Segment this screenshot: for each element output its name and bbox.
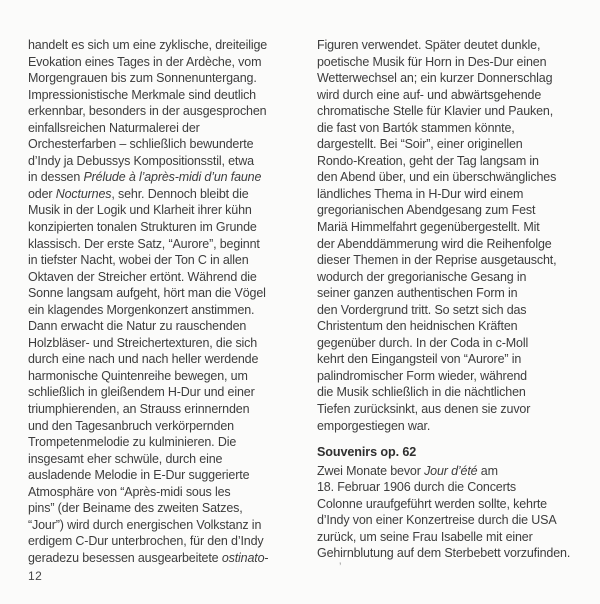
text-line: den Vordergrund tritt. So setzt sich das [317, 302, 527, 317]
text-line: Atmosphäre von “Après-midi sous les [28, 484, 231, 499]
text-line: klassisch. Der erste Satz, “Aurore”, beginnt [28, 236, 260, 251]
text-line: ein klagendes Morgenkonzert anstimmen. [28, 302, 255, 317]
text-line: Figuren verwendet. Später deutet dunkle, [317, 38, 541, 52]
text-line: ausladende Melodie in E-Dur suggerierte [28, 468, 250, 483]
text-line: d’Indy ja Debussys Kompositionsstil, etwa [28, 153, 254, 168]
text-line: dieser Themen in der Reprise ausgetauscht, [317, 253, 557, 268]
text-line: Orchesterfarben – schließlich bewunderte [28, 137, 254, 152]
text-line: 18. Februar 1906 durch die Concerts [317, 480, 517, 495]
text-line: Dann erwacht die Natur zu rauschenden [28, 319, 247, 334]
text-line: zurück, um seine Frau Isabelle mit einer [317, 529, 533, 544]
text-line: die Musik schließlich in die nächtlichen [317, 385, 526, 400]
text-line: Impressionistische Merkmale sind deutlich [28, 87, 256, 102]
text-line: Gehirnblutung auf dem Sterbebett vorzufinden. [317, 546, 571, 561]
text-line: Zwei Monate bevor Jour d’été am [317, 463, 498, 478]
text-line: Morgengrauen bis zum Sonnenuntergang. [28, 71, 257, 86]
text-line: palindromischer Form wieder, während [317, 368, 527, 383]
text-line: den Abend über, und ein überschwängliches [317, 170, 557, 185]
text-line: handelt es sich um eine zyklische, dreiteilige [28, 38, 268, 52]
text-line: ländliches Thema in H-Dur wird einem [317, 186, 524, 201]
text-line: Christentum den heidnischen Kräften [317, 319, 518, 334]
text-line: schließlich in gleißendem H-Dur und einer [28, 385, 255, 400]
text-line: seiner ganzen authentischen Form in [317, 286, 518, 301]
text-line: Colonne uraufgeführt werden sollte, kehrte [317, 496, 547, 511]
text-line: in tiefster Nacht, wobei der Ton C in allen [28, 253, 249, 268]
text-line: wird durch eine auf- und abwärtsgehende [317, 87, 542, 102]
text-line: triumphierenden, an Strauss erinnernden [28, 402, 250, 417]
text-line: und den Tagesanbruch verkörpernden [28, 418, 234, 433]
text-line: wodurch der gregorianische Gesang in [317, 269, 527, 284]
text-line: Evokation eines Tages in der Ardèche, vom [28, 54, 262, 69]
page-number: 12 [28, 569, 43, 583]
right-column [317, 37, 595, 562]
text-line: poetische Musik für Horn in Des-Dur einen [317, 54, 547, 69]
left-column [28, 37, 298, 567]
text-line: konzipierten tonalen Strukturen im Grunde [28, 220, 257, 235]
text-line: oder Nocturnes, sehr. Dennoch bleibt die [28, 186, 249, 201]
text-line: Sonne langsam aufgeht, hört man die Vögel [28, 286, 266, 301]
text-line: erkennbar, besonders in der ausgesprochen [28, 104, 267, 119]
text-line: chromatische Stelle für Klavier und Pauken, [317, 104, 554, 119]
text-line: Rondo-Kreation, geht der Tag langsam in [317, 153, 539, 168]
text-line: geradezu besessen ausgearbeitete ostinato- [28, 550, 269, 565]
text-line: “Jour”) wird durch energischen Volkstanz in [28, 517, 262, 532]
text-line: Trompetenmelodie zu kulminieren. Die [28, 435, 237, 450]
text-line: harmonische Quintenreihe bewegen, um [28, 368, 248, 383]
text-line: der Abenddämmerung wird die Reihenfolge [317, 236, 552, 251]
text-line: gegenüber durch. In der Coda in c-Moll [317, 335, 529, 350]
text-line: durch eine nach und nach heller werdende [28, 352, 259, 367]
text-line: dargestellt. Bei “Soir”, einer originellen [317, 137, 523, 152]
text-line: pins” (der Beiname des zweiten Satzes, [28, 501, 243, 516]
text-line: Tiefen zurücksinkt, aus denen sie zuvor [317, 402, 531, 417]
text-line: insgesamt eher schwüle, durch eine [28, 451, 223, 466]
text-line: Wetterwechsel an; ein kurzer Donnerschlag [317, 71, 553, 86]
text-line: Mariä Himmelfahrt gegenübergestellt. Mit [317, 220, 540, 235]
text-line: d’Indy von einer Konzertreise durch die USA [317, 513, 557, 528]
section-heading: Souvenirs op. 62 [317, 445, 417, 460]
text-line: Oktaven der Streicher ertönt. Während die [28, 269, 257, 284]
right-paragraph-1 [317, 37, 595, 434]
text-line: kehrt den Eingangsteil von “Aurore” in [317, 352, 522, 367]
text-line: einfallsreichen Naturmalerei der [28, 120, 200, 135]
text-line: gregorianischen Abendgesang zum Fest [317, 203, 536, 218]
text-line: Holzbläser- und Streichertexturen, die sich [28, 335, 258, 350]
text-line: die fast von Bartók stammen könnte, [317, 120, 515, 135]
right-paragraph-2 [317, 463, 595, 562]
text-line: erdigem C-Dur unterbrochen, für den d’Indy [28, 534, 264, 549]
scan-artifact-mark: ’ [339, 561, 342, 573]
text-line: emporgestiegen war. [317, 418, 431, 433]
text-line: Musik in der Logik und Klarheit ihrer kühn [28, 203, 252, 218]
text-line: in dessen Prélude à l’après-midi d’un faune [28, 170, 262, 185]
